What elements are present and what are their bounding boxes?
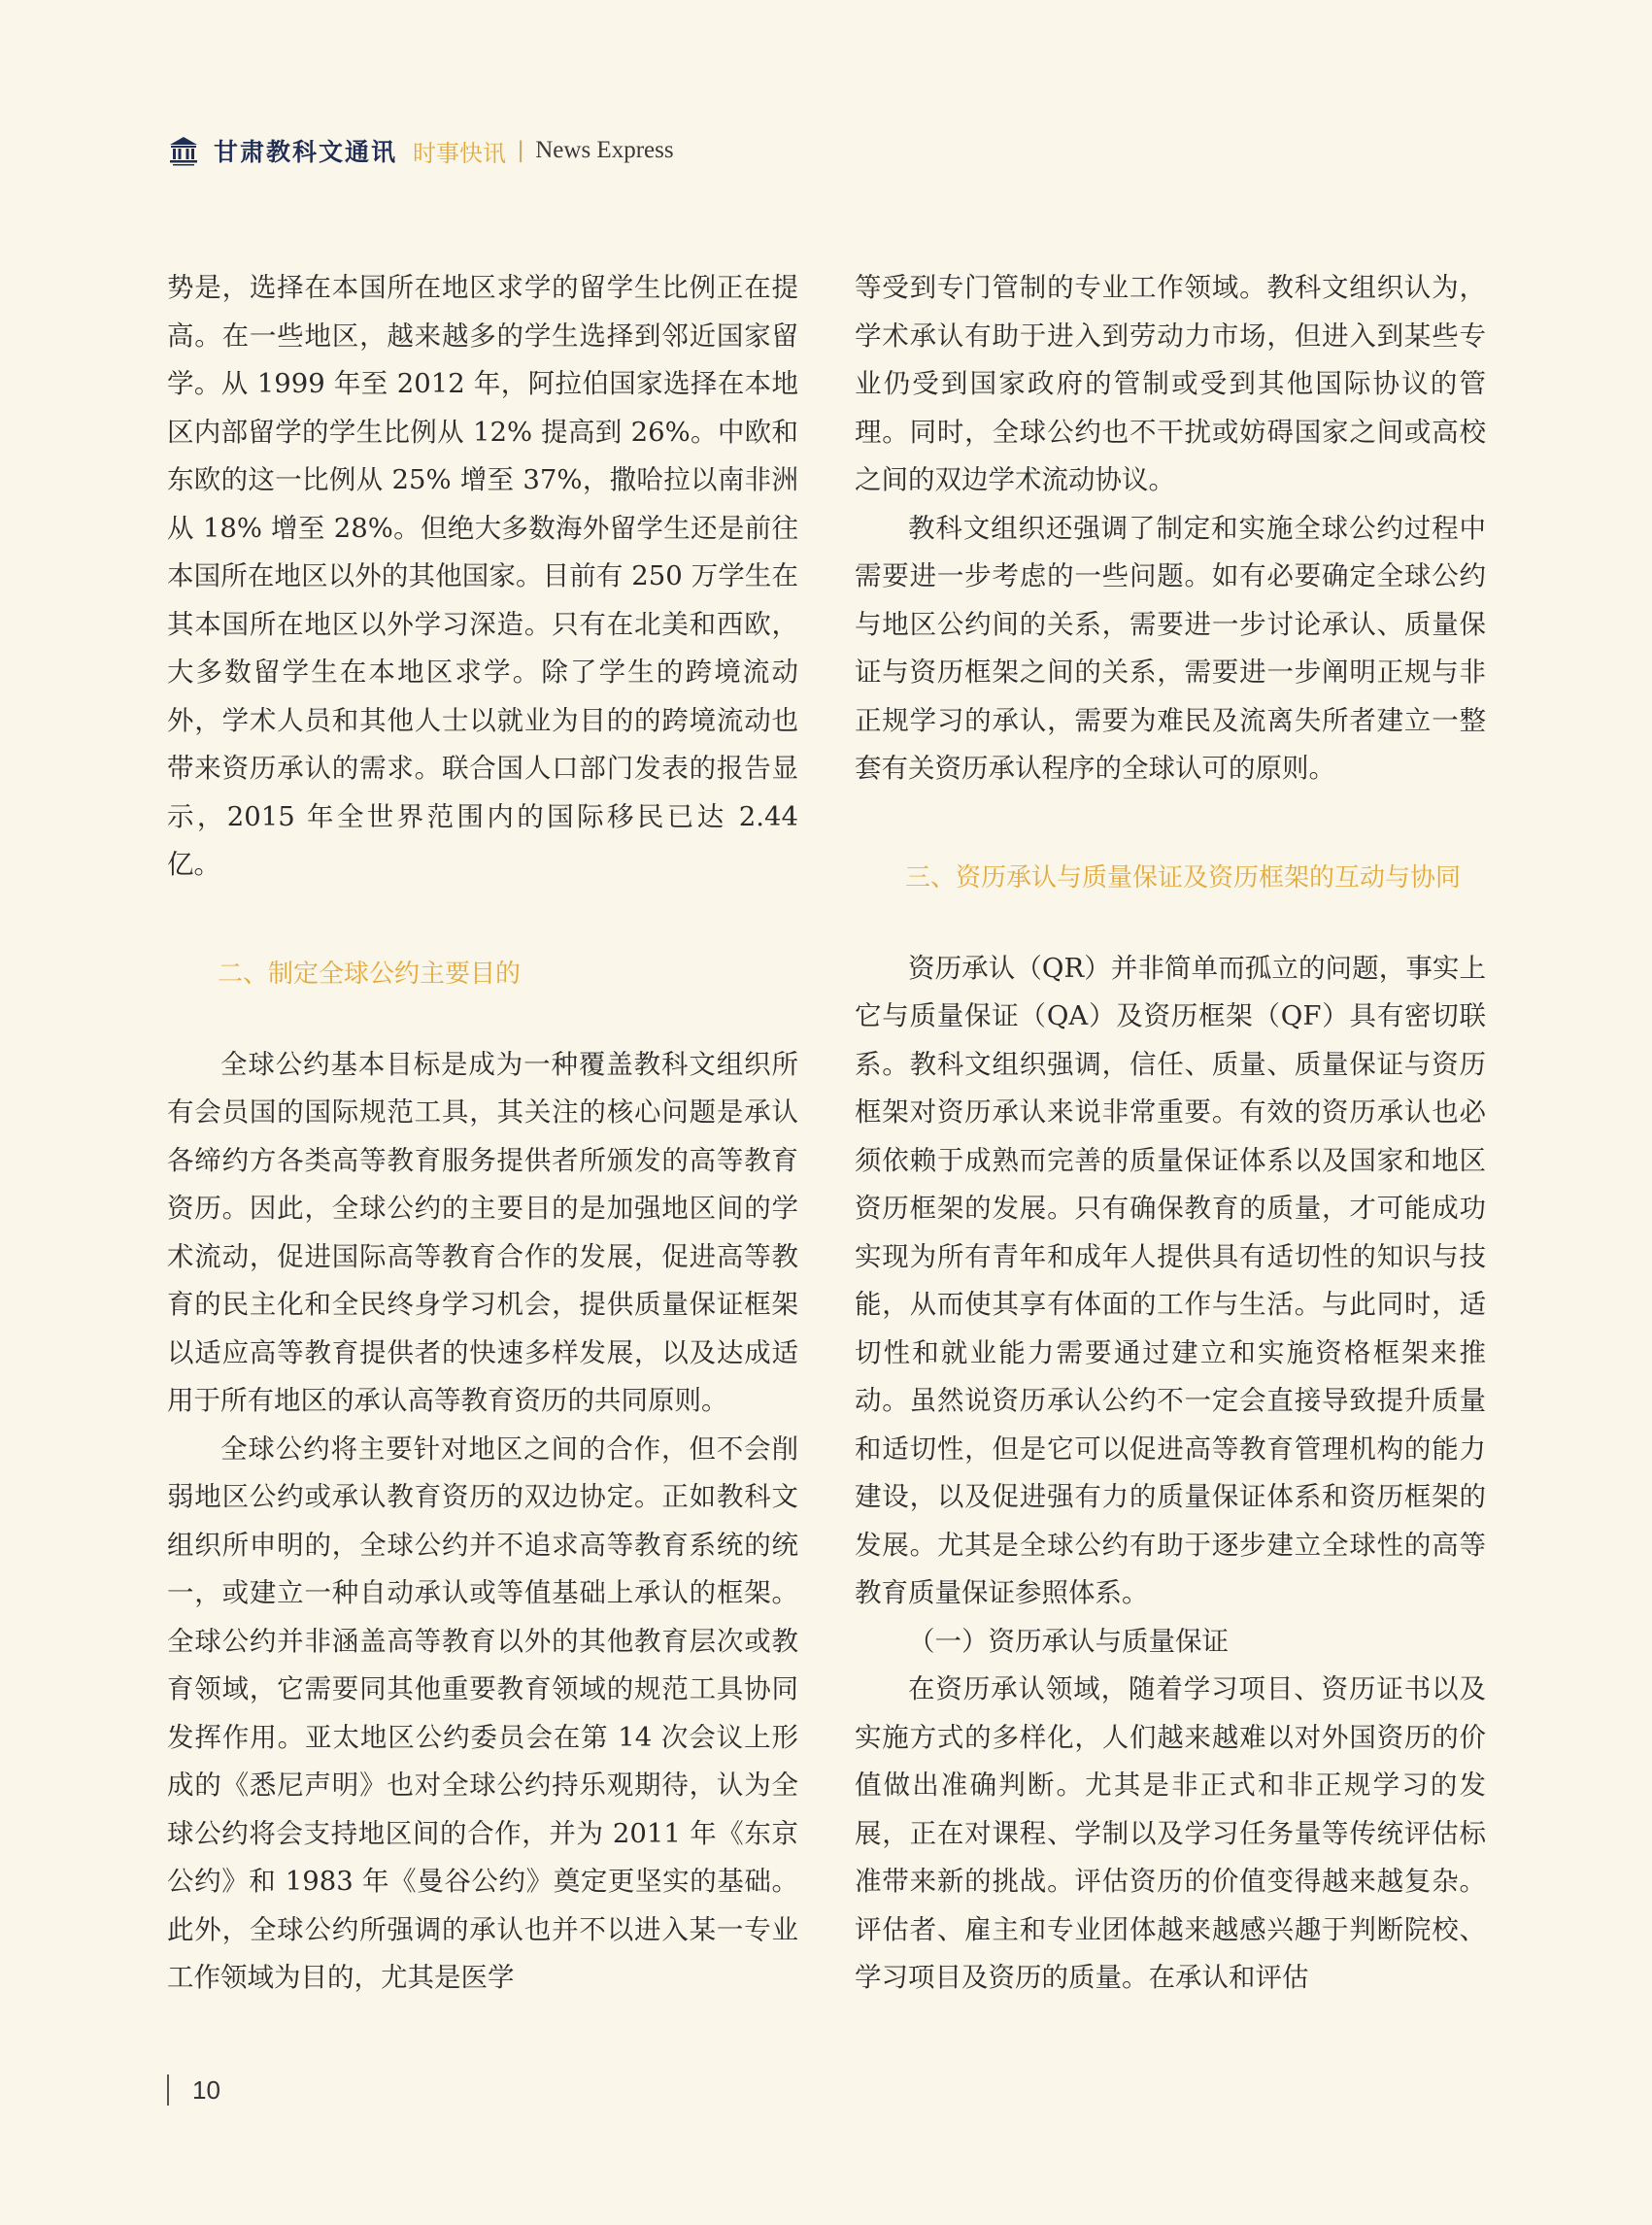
subsection-heading: （一）资历承认与质量保证 [908,1625,1229,1657]
right-column [855,264,1486,2003]
paragraph: 在资历承认领域，随着学习项目、资历证书以及实施方式的多样化，人们越来越难以对外国资历的价值做出准确判断。尤其是非正式和非正规学习的发展，正在对课程、学制以及学习任务量等传统评估标准带来新的挑战。评估资历的价值变得越来越复杂。评估者、雇主和专业团体越来越感兴趣于判断院校、学习项目及资历的质量。在承认和评估 [855,1673,1486,1993]
section-heading: 二、制定全球公约主要目的 [218,959,522,989]
page-header [167,134,674,167]
paragraph: 全球公约将主要针对地区之间的合作，但不会削弱地区公约或承认教育资历的双边协定。正如教科文组织所申明的，全球公约并不追求高等教育系统的统一，或建立一种自动承认或等值基础上承认的框架。全球公约并非涵盖高等教育以外的其他教育层次或教育领域，它需要同其他重要教育领域的规范工具协同发挥作用。亚太地区公约委员会在第 14 次会议上形成的《悉尼声明》也对全球公约持乐观期待，认为全球公约将会支持地区间的合作，并为 2011 年《东京公约》和 1983 年《曼谷公约》奠定更坚实的基础。此外，全球公约所强调的承认也并不以进入某一专业工作领域为目的，尤其是医学 [167,1433,798,1993]
footer-divider [167,2074,169,2106]
paragraph: 教科文组织还强调了制定和实施全球公约过程中需要进一步考虑的一些问题。如有必要确定全球公约与地区公约间的关系，需要进一步讨论承认、质量保证与资历框架之间的关系，需要进一步阐明正规与非正规学习的承认，需要为难民及流离失所者建立一整套有关资历承认程序的全球认可的原则。 [855,512,1486,784]
page-footer [167,2071,220,2109]
paragraph: 资历承认（QR）并非简单而孤立的问题，事实上它与质量保证（QA）及资历框架（QF）具有密切联系。教科文组织强调，信任、质量、质量保证与资历框架对资历承认来说非常重要。有效的资历承认也必须依赖于成熟而完善的质量保证体系以及国家和地区资历框架的发展。只有确保教育的质量，才可能成功实现为所有青年和成年人提供具有适切性的知识与技能，从而使其享有体面的工作与生活。与此同时，适切性和就业能力需要通过建立和实施资格框架来推动。虽然说资历承认公约不一定会直接导致提升质量和适切性，但是它可以促进高等教育管理机构的能力建设，以及促进强有力的质量保证体系和资历框架的发展。尤其是全球公约有助于逐步建立全球性的高等教育质量保证参照体系。 [855,952,1486,1608]
section-name-english: News Express [535,137,674,163]
section-heading: 三、资历承认与质量保证及资历框架的互动与协同 [905,862,1462,893]
paragraph: 全球公约基本目标是成为一种覆盖教科文组织所有会员国的国际规范工具，其关注的核心问题是承认各缔约方各类高等教育服务提供者所颁发的高等教育资历。因此，全球公约的主要目的是加强地区间的学术流动，促进国际高等教育合作的发展，促进高等教育的民主化和全民终身学习机会，提供质量保证框架以适应高等教育提供者的快速多样发展，以及达成适用于所有地区的承认高等教育资历的共同原则。 [167,1048,798,1416]
unesco-temple-logo-icon [167,134,200,167]
left-column [167,264,798,2003]
section-name: 时事快讯 [413,139,507,167]
paragraph: 势是，选择在本国所在地区求学的留学生比例正在提高。在一些地区，越来越多的学生选择到邻近国家留学。从 1999 年至 2012 年，阿拉伯国家选择在本地区内部留学的学生比例从 12% 提高到 26%。中欧和东欧的这一比例从 25% 增至 37%，撒哈拉以南非洲从 18% 增至 28%。但绝大多数海外留学生还是前往本国所在地区以外的其他国家。目前有 250 万学生在其本国所在地区以外学习深造。只有在北美和西欧，大多数留学生在本地区求学。除了学生的跨境流动外，学术人员和其他人士以就业为目的的跨境流动也带来资历承认的需求。联合国人口部门发表的报告显示，2015 年全世界范围内的国际移民已达 2.44 亿。 [167,272,798,880]
page-number: 10 [192,2074,220,2105]
journal-name: 甘肃教科文通讯 [214,138,398,166]
header-separator: | [518,137,524,163]
paragraph: 等受到专门管制的专业工作领域。教科文组织认为，学术承认有助于进入到劳动力市场，但进入到某些专业仍受到国家政府的管制或受到其他国际协议的管理。同时，全球公约也不干扰或妨碍国家之间或高校之间的双边学术流动协议。 [855,272,1486,495]
